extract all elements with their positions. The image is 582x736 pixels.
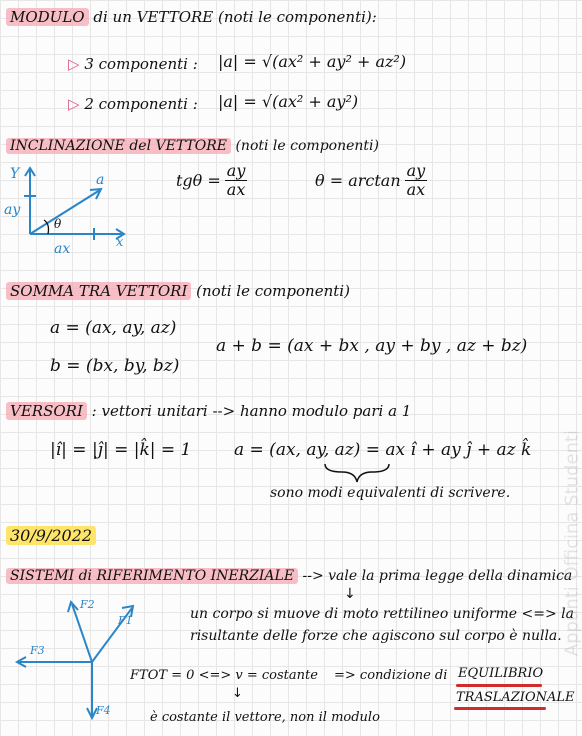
tg-den: ax [226,180,246,200]
down-arrow-icon: ↓ [232,686,243,701]
unit-vectors: |î| = |ĵ| = |k̂| = 1 [50,440,192,460]
traslazionale-text: TRASLAZIONALE [456,690,575,705]
f2-label: F2 [80,598,95,611]
section2-note: (noti le componenti) [235,138,379,154]
equivalent-caption: sono modi equivalenti di scrivere. [270,485,511,501]
arctan-fraction [405,162,428,200]
item1-formula: |a| = √(ax² + ay² + az²) [218,52,407,71]
vector-diagram [4,160,139,260]
section5-heading [6,568,572,584]
f1-label: F1 [118,614,133,627]
arctan-left: θ = arctan [315,171,401,191]
theta-label: θ [54,217,62,231]
triangle-bullet-icon: ▷ [68,95,80,113]
section2-title: INCLINAZIONE del VETTORE [6,138,231,154]
forces-diagram [8,584,138,724]
ay-label: ay [4,202,21,218]
section4-title: VERSORI [6,402,87,420]
section3-note: (noti le componenti) [196,282,350,300]
date-heading [6,526,96,545]
tg-num: ay [226,161,246,180]
ftot-formula: FTOT = 0 <=> v = costante [130,668,318,683]
equilibrio-underline [456,684,542,687]
f3-label: F3 [30,644,45,657]
section3-heading [6,282,350,300]
section1-heading [6,8,377,26]
inertial-line2: risultante delle forze che agiscono sul corpo è nulla. [190,628,562,644]
vector-expansion: a = (ax, ay, az) = ax î + ay ĵ + az k̂ [234,440,532,460]
item2-label: 2 componenti : [84,95,198,113]
traslazionale-underline [454,707,546,710]
arctan-den: ax [406,180,426,200]
item1-row [68,55,198,73]
item2-row [68,95,198,113]
vector-a-label: a [96,172,105,188]
section1-note: (noti le componenti): [218,8,377,26]
tg-fraction [225,162,248,200]
f4-label: F4 [96,704,111,717]
section3-title: SOMMA TRA VETTORI [6,282,191,300]
equilibrio-text: EQUILIBRIO [458,666,544,681]
section1-title-rest: di un VETTORE [93,8,214,26]
ax-label: ax [54,241,71,257]
triangle-bullet-icon: ▷ [68,55,80,73]
item2-formula: |a| = √(ax² + ay²) [218,92,359,111]
inertial-line1: un corpo si muove di moto rettilineo uniforme <=> la [190,606,574,622]
down-arrow-icon: ↓ [344,586,356,602]
section4-heading [6,402,411,420]
axis-y-label: Y [10,166,20,182]
condition-text: => condizione di [334,668,448,683]
date-text: 30/9/2022 [6,526,96,545]
b-definition: b = (bx, by, bz) [50,356,180,376]
watermark: Appunti Officina Studenti [561,430,582,657]
sum-formula: a + b = (ax + bx , ay + by , az + bz) [216,336,528,356]
section5-rest: --> vale la prima legge della dinamica [302,568,573,584]
tangent-formula [176,162,247,200]
item1-label: 3 componenti : [84,55,198,73]
axis-x-label: x [116,235,124,250]
bottom-note: è costante il vettore, non il modulo [150,710,380,725]
section4-desc: : vettori unitari --> hanno modulo pari a 1 [91,402,412,420]
section5-title: SISTEMI di RIFERIMENTO INERZIALE [6,568,298,584]
section1-title: MODULO [6,8,89,26]
arctan-num: ay [406,161,426,180]
section2-heading [6,138,379,154]
a-definition: a = (ax, ay, az) [50,318,177,338]
arctan-formula [315,162,427,200]
brace-icon [322,462,392,484]
tg-left: tgθ = [176,171,221,191]
